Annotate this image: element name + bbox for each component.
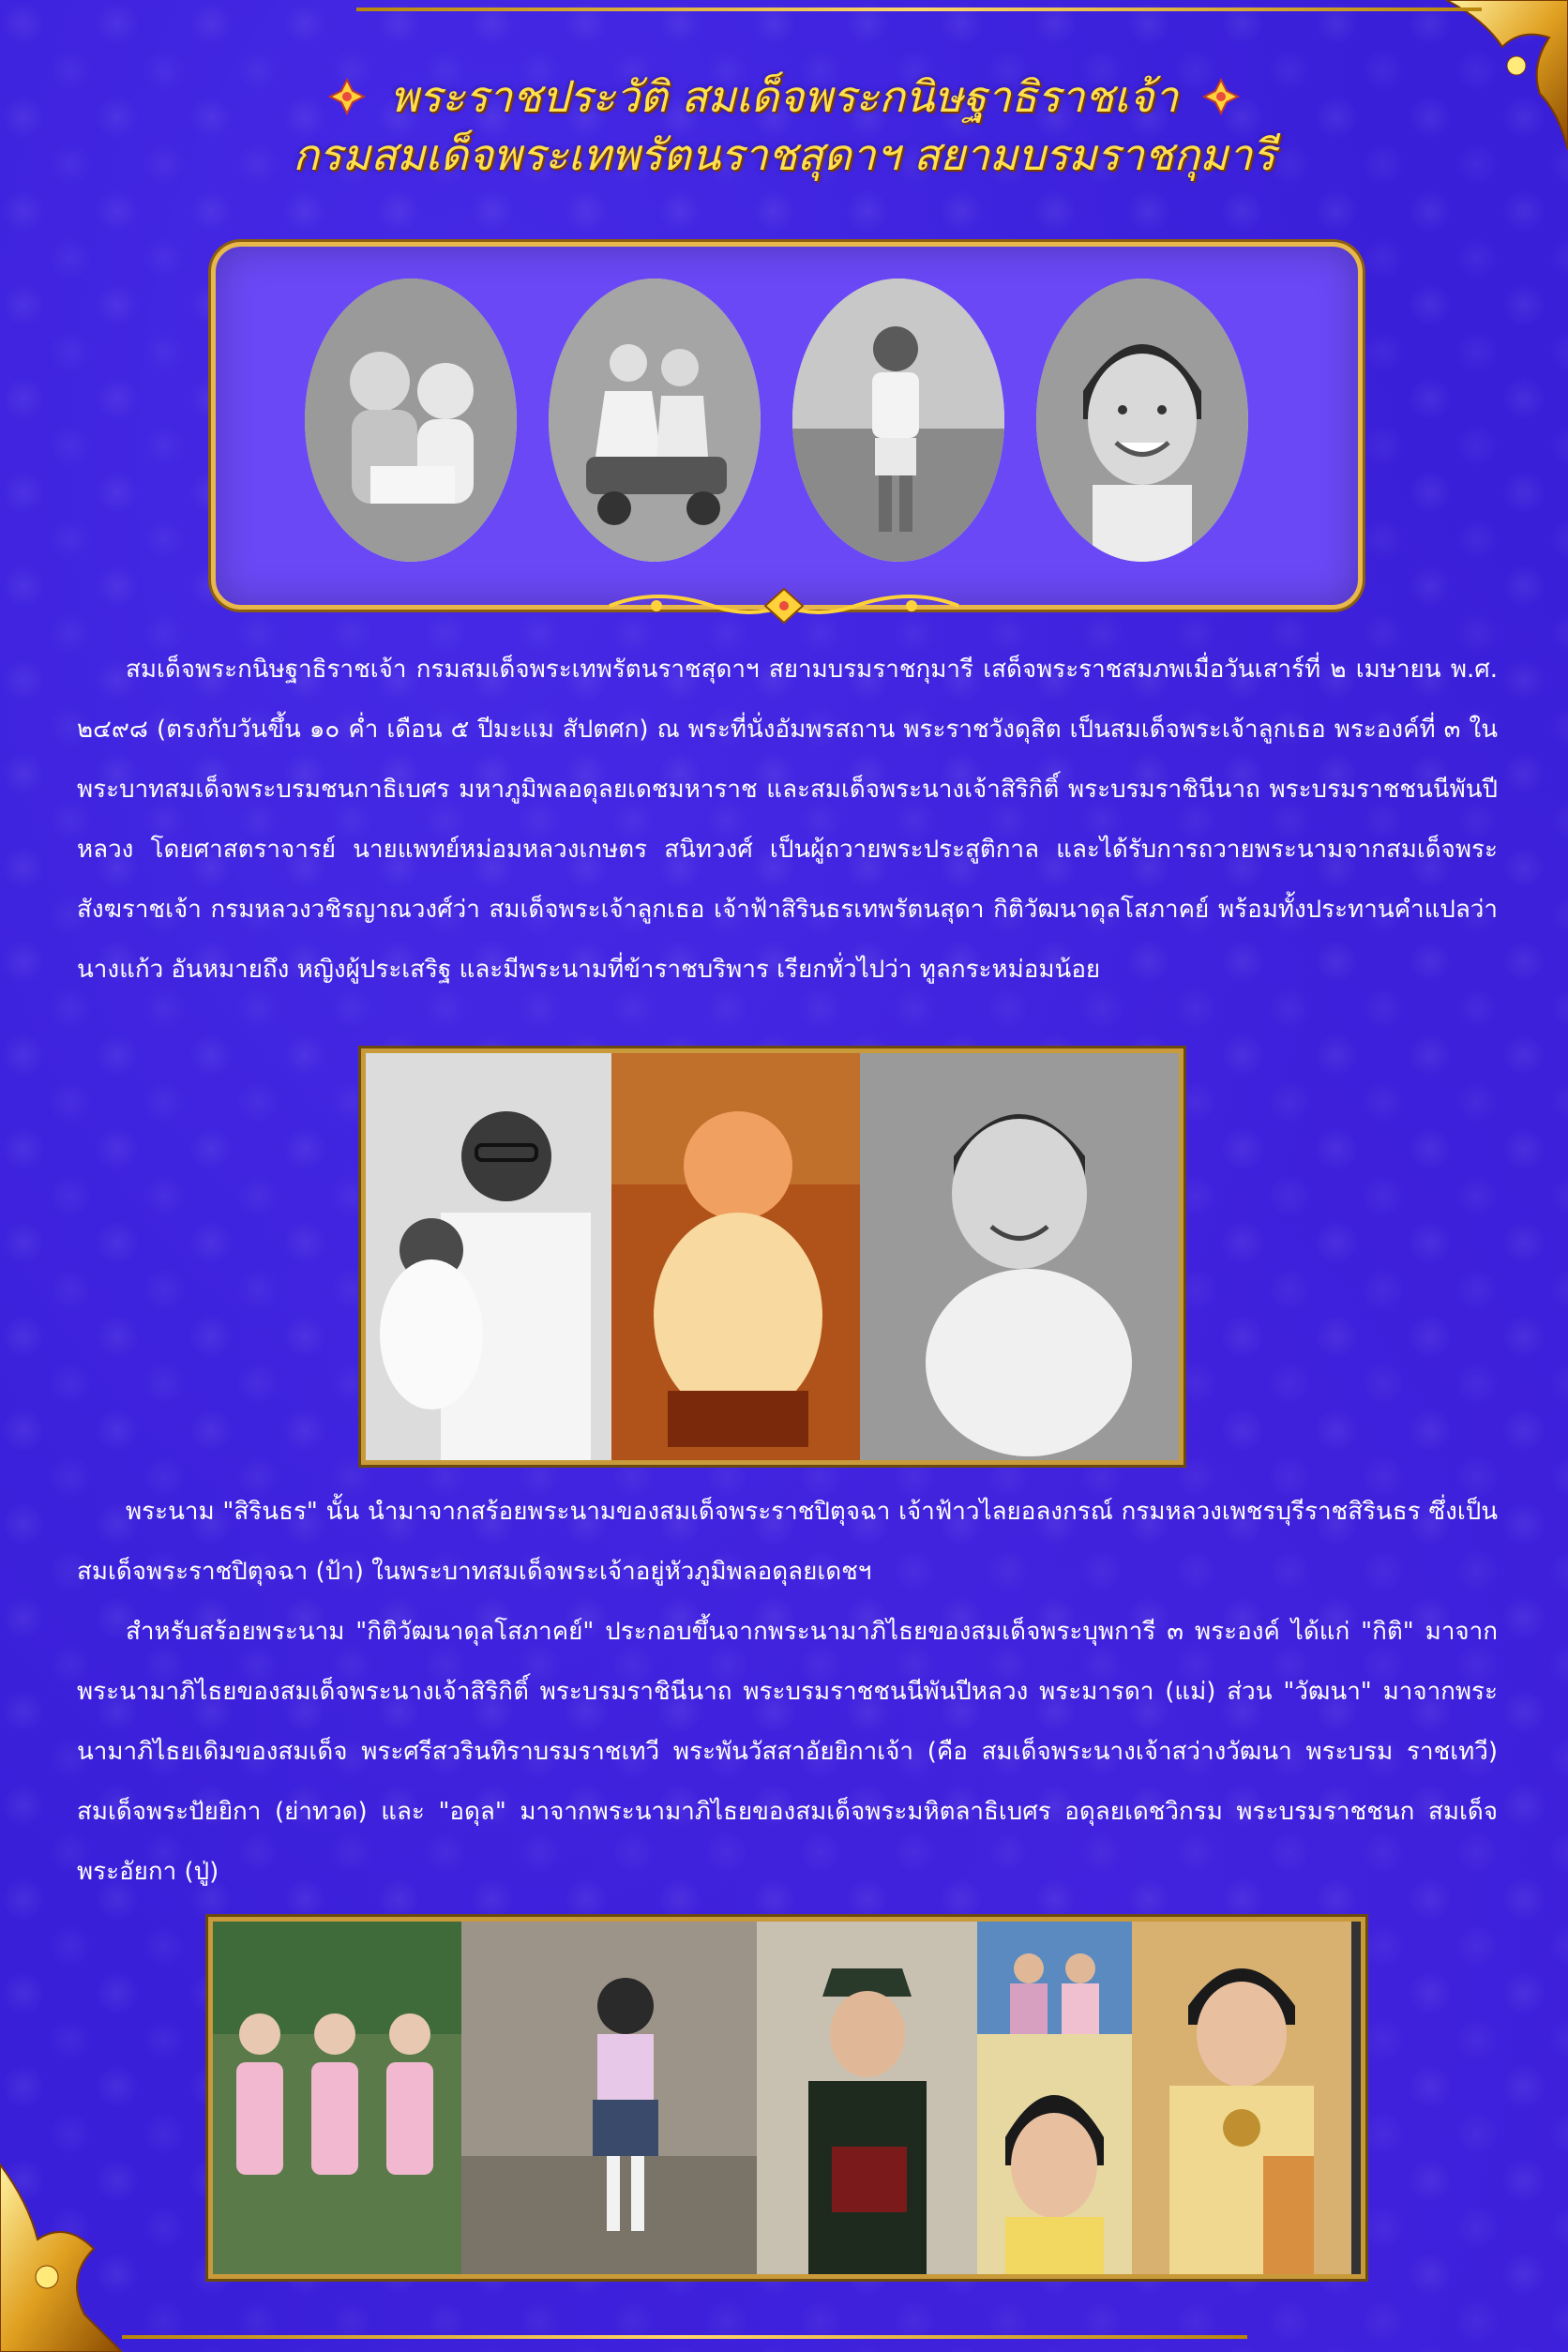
page-title <box>0 68 1568 184</box>
name-paragraph-1: พระนาม "สิรินธร" นั้น นำมาจากสร้อยพระนามของสมเด็จพระราชปิตุจฉา เจ้าฟ้าวไลยอลงกรณ์ กรมหลวงเพชรบุรีราชสิรินธร ซึ่งเป็นสมเด็จพระราชปิตุจฉา (ป้า) ในพระบาทสมเด็จพระเจ้าอยู่หัวภูมิพลอดุลยเดชฯ <box>77 1498 1498 1586</box>
gold-divider-ornament <box>600 583 968 628</box>
frame-line-top <box>356 8 1482 11</box>
photo-father-holding-infant <box>366 1053 611 1460</box>
later-photo-strip <box>208 1917 1365 2279</box>
ornament-flower-icon <box>328 78 366 115</box>
frame-line-bottom <box>122 2335 1247 2339</box>
photo-smiling-child-portrait <box>1036 279 1248 562</box>
photo-family-group <box>977 1922 1132 2034</box>
photo-oval-2 <box>549 279 761 562</box>
photo-two-children-reading <box>305 279 517 562</box>
childhood-photo-panel <box>211 242 1363 610</box>
photo-oval-3 <box>792 279 1004 562</box>
photo-uniform-portrait <box>757 1922 977 2274</box>
photo-smiling-infant <box>860 1053 1179 1460</box>
name-origin-section <box>77 1482 1498 1902</box>
photo-oval-4 <box>1036 279 1248 562</box>
photo-girl-on-beach <box>792 279 1004 562</box>
photo-three-girls-pink-dresses <box>213 1922 461 2274</box>
name-paragraph-2: สำหรับสร้อยพระนาม "กิติวัฒนาดุลโสภาคย์" ประกอบขึ้นจากพระนามาภิไธยของสมเด็จพระบุพการี ๓ พระองค์ ได้แก่ "กิติ" มาจากพระนามาภิไธยของสมเด็จพระนางเจ้าสิริกิติ์ พระบรมราชินีนาถ พระบรมราชชนนีพันปีหลวง พระมารดา (แม่) ส่วน "วัฒนา" มาจากพระนามาภิไธยเดิมของสมเด็จ พระศรีสวรินทิราบรมราชเทวี พระพันวัสสาอัยยิกาเจ้า (คือ สมเด็จพระนางเจ้าสว่างวัฒนา พระบรม ราชเทวี) สมเด็จพระปัยยิกา (ย่าทวด) และ "อดุล" มาจากพระนามาภิไธยของสมเด็จพระมหิตลาธิเบศร อดุลยเดชวิกรม พระบรมราชชนก สมเด็จพระอัยกา (ปู่) <box>77 1618 1498 1886</box>
photo-girl-on-steps <box>461 1922 757 2274</box>
title-line-2: กรมสมเด็จพระเทพรัตนราชสุดาฯ สยามบรมราชกุมารี <box>293 129 1275 180</box>
photo-traditional-costume <box>1132 1922 1351 2274</box>
photo-children-toy-car <box>549 279 761 562</box>
photo-collage <box>977 1922 1132 2274</box>
ornament-flower-icon <box>1202 78 1240 115</box>
title-line-1: พระราชประวัติ สมเด็จพระกนิษฐาธิราชเจ้า <box>389 71 1179 122</box>
photo-infant-sepia <box>611 1053 860 1460</box>
intro-paragraph-text: สมเด็จพระกนิษฐาธิราชเจ้า กรมสมเด็จพระเทพรัตนราชสุดาฯ สยามบรมราชกุมารี เสด็จพระราชสมภพเมื่อวันเสาร์ที่ ๒ เมษายน พ.ศ. ๒๔๙๘ (ตรงกับวันขึ้น ๑๐ ค่ำ เดือน ๕ ปีมะแม สัปตศก) ณ พระที่นั่งอัมพรสถาน พระราชวังดุสิต เป็นสมเด็จพระเจ้าลูกเธอ พระองค์ที่ ๓ ในพระบาทสมเด็จพระบรมชนกาธิเบศร มหาภูมิพลอดุลยเดชมหาราช และสมเด็จพระนางเจ้าสิริกิติ์ พระบรมราชินีนาถ พระบรมราชชนนีพันปีหลวง โดยศาสตราจารย์ นายแพทย์หม่อมหลวงเกษตร สนิทวงศ์ เป็นผู้ถวายพระประสูติกาล และได้รับการถวายพระนามจากสมเด็จพระสังฆราชเจ้า กรมหลวงวชิรญาณวงศ์ว่า สมเด็จพระเจ้าลูกเธอ เจ้าฟ้าสิรินธรเทพรัตนสุดา กิติวัฒนาดุลโสภาคย์ พร้อมทั้งประทานคำแปลว่า นางแก้ว อันหมายถึง หญิงผู้ประเสริฐ และมีพระนามที่ข้าราชบริพาร เรียกทั่วไปว่า ทูลกระหม่อมน้อย <box>77 656 1498 984</box>
infant-photo-strip <box>361 1048 1184 1465</box>
photo-oval-1 <box>305 279 517 562</box>
intro-paragraph <box>77 640 1498 1000</box>
photo-girl-yellow-portrait <box>977 2034 1132 2274</box>
